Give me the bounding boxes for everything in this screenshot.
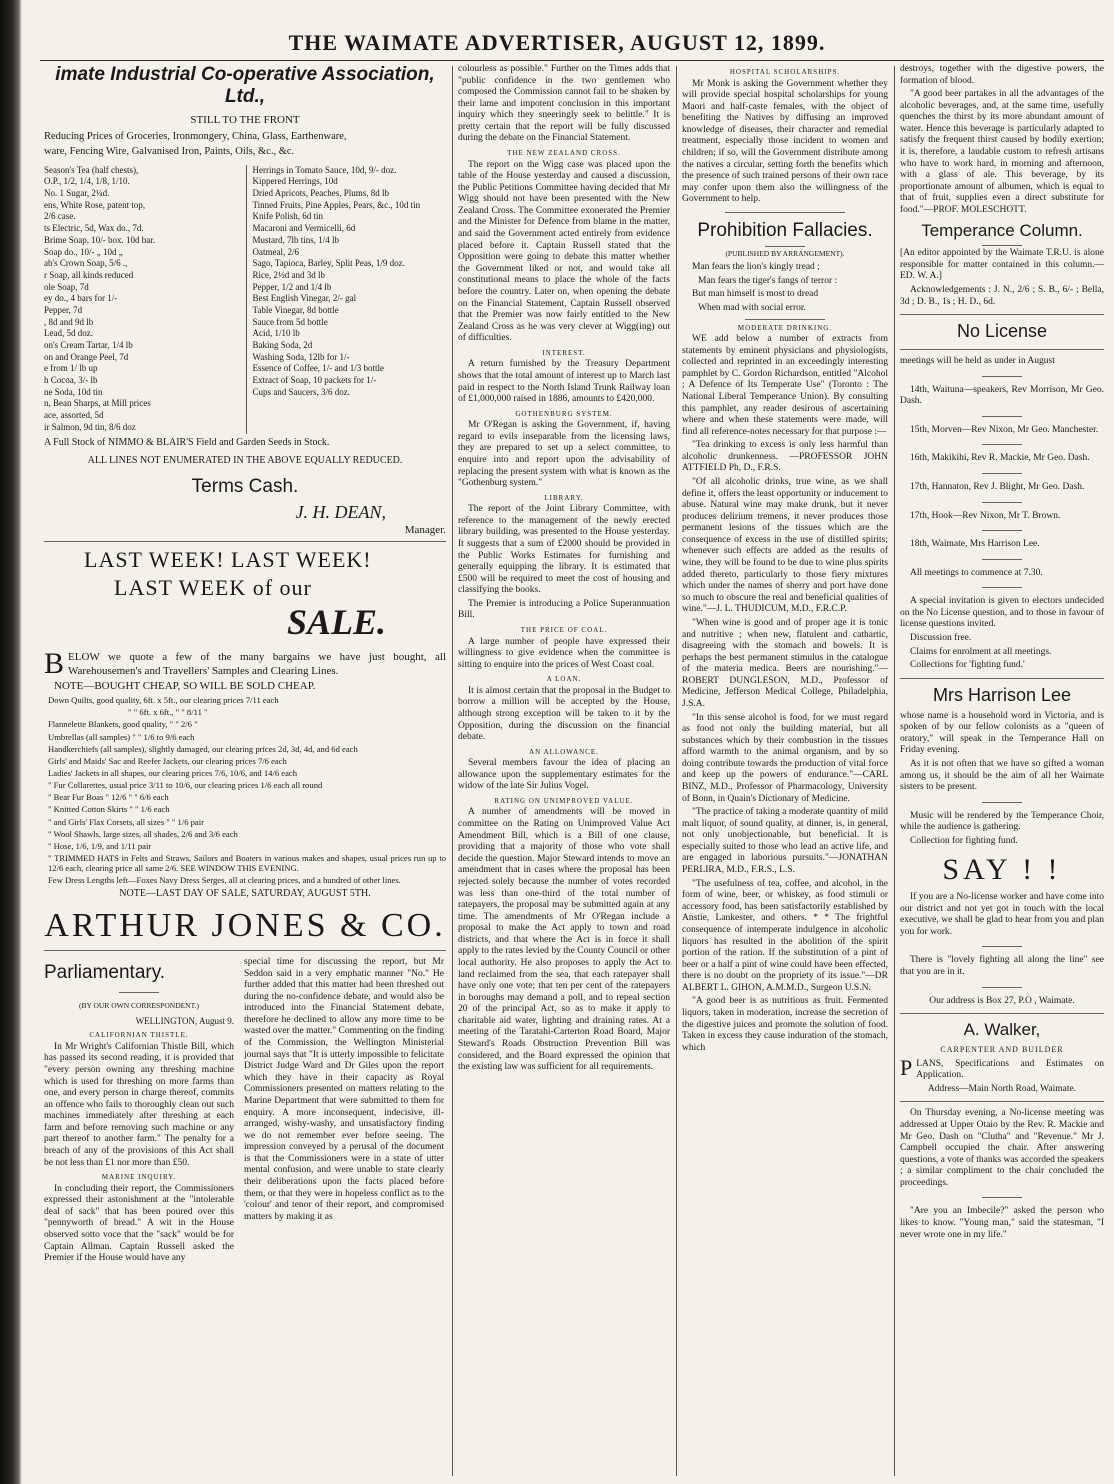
column-4 <box>682 64 888 1480</box>
coop-price-list <box>44 165 446 434</box>
acknowledgements: Acknowledgements : J. N., 2/6 ; S. B., 6/- ; Bella, 3d ; D. B., 1s ; H. D., 6d. <box>900 284 1104 307</box>
price-item: ole Soap, 7d <box>44 281 89 292</box>
price-item: Macaroni and Vermicelli, 6d <box>252 223 356 234</box>
quote: "The practice of taking a moderate quantity of mild malt liquor, of sound quality, at dinner, is, in general, not only unobjectionable, but beneficial. It is especially suited to those who lead an active life, and are engaged in laborious pursuits."—JONATHAN PERLIRA, M.D., F.R.S., L.S. <box>682 807 888 876</box>
sale-item: Girls' and Maids' Sac and Reefer Jackets, our clearing prices 7/6 each <box>48 755 287 766</box>
meetings-intro: meetings will be held as under in August <box>900 356 1055 367</box>
temperance-title: Temperance Column. <box>921 220 1083 240</box>
discussion-free: Discussion free. <box>910 633 972 644</box>
rule <box>982 1197 1022 1198</box>
price-item: Best English Vinegar, 2/- gal <box>252 293 357 304</box>
quote: "In this sense alcohol is food, for we must regard as food not only the building material, but all substances which by their combustion in the tissues afford warmth to the animal organism, and by so doing contribute towards the production of vital force and keep up the powers of endurance."—CARL BINZ, M.D., Professor of Pharmacology, University of Bonn, in Quain's Dictionary of Medicine. <box>682 712 888 804</box>
left-section <box>44 64 446 1484</box>
say-heading: SAY ! ! <box>942 852 1062 886</box>
rule <box>982 559 1022 560</box>
rule <box>982 502 1022 503</box>
quote: "Of all alcoholic drinks, true wine, as we shall define it, offers the least opportunity or inducement to abuse. Natural wine may make drunk, but it never produces delirium tremens, it never produces those permanent lesions of the tissues which are the consequence of excess in the use of distilled spirits; whenever such effects are added as the results of wine, they will be found to be due to wine plus spirits added thereto, particularly to those fiery mixtures which under the names of sherry and port have done so much to obscure the real and beneficial qualities of wine."—J. L. THUDICUM, M.D., F.R.C.P. <box>682 476 888 615</box>
price-item: h Cocoa, 3/- lb <box>44 375 98 386</box>
quote: "Tea drinking to excess is only less harmful than alcoholic drunkenness. —PROFESSOR JOHN ATTFIELD Ph, D., F.R.S. <box>682 440 888 474</box>
meeting-time: All meetings to commence at 7.30. <box>910 567 1043 578</box>
price-item: Table Vinegar, 8d bottle <box>252 304 339 315</box>
rule <box>982 946 1022 947</box>
coop-seeds: A Full Stock of NIMMO & BLAIR'S Field and Garden Seeds in Stock. <box>44 436 330 448</box>
quote-continued: destroys, together with the digestive powers, the formation of blood. <box>900 64 1104 86</box>
prohibition-body: WE add below a number of extracts from statements by eminent physicians and physiologists, collected and reprinted in an exceedingly interesting pamphlet by C. Gordon Richardson, entitled "Alcohol ; A Defence of Its Temperate Use" (Toronto : The National Liberal Temperance Union). By consulting this pamphlet, any reader desirous of ascertaining where and when these statements were made, will find all reference-notes necessary for that purpose :— <box>682 334 888 437</box>
parliamentary-continued: special time for discussing the report, but Mr Seddon said in a very emphatic manner "No." He further added that this matter had been threshed out during the no-confidence debate, and would also be introduced into the Financial Statement debate, therefore he declined to allow any more time to be wasted over the matter." Commenting on the finding of the Commission, the Wellington Ministerial journal says that "It is utterly impossible to felicitate District Judge Ward and Dr Giles upon the report which they have in their capacity as Royal Commissioners presented on matters relating to the Marine Department that were submitted to them for enquiry. A more inconsequent, indecisive, ill-arranged, wishy-washy, and unsatisfactory finding we do not remember ever before seeing. The impression conveyed by a perusal of the document is that the Commissioners were in a state of utter mental confusion, and were unable to state clearly their deliberations upon the facts placed before them, or that they were in hopeless conflict as to the 'colour' and tenor of their report, and compromised matters by making it as <box>244 957 444 1222</box>
rule <box>982 416 1022 417</box>
verse-line: Man fears the lion's kingly tread ; <box>692 262 820 273</box>
column-divider <box>676 66 677 1476</box>
enrolment-claims: Claims for enrolment at all meetings. <box>910 646 1052 657</box>
harrison-lee-title: Mrs Harrison Lee <box>932 684 1072 705</box>
column-divider <box>452 66 453 1476</box>
police-bill: The Premier is introducing a Police Superannuation Bill. <box>458 598 670 621</box>
moderate-heading: MODERATE DRINKING. <box>737 323 833 332</box>
price-item: Essence of Coffee, 1/- and 1/3 bottle <box>252 363 385 374</box>
sale-heading: SALE. <box>286 602 386 643</box>
sale-item: Down Quilts, good quality, 6ft. x 5ft., our clearing prices 7/11 each <box>48 695 279 706</box>
coop-title: imate Industrial Co-operative Association, Ltd., <box>55 64 435 107</box>
zealand-heading: THE NEW ZEALAND CROSS. <box>507 149 621 158</box>
rule <box>900 1013 1104 1014</box>
sale-item: Ladies' Jackets in all shapes, our clearing prices 7/6, 10/6, and 14/6 each <box>48 767 298 778</box>
price-item: ts Electric, 5d, Wax do., 7d. <box>44 223 144 234</box>
coal-body: A large number of people have expressed their willingness to give evidence when the committee is sitting to enquire into the prices of West Coast coal. <box>458 636 670 670</box>
coop-right-list <box>246 165 447 434</box>
interest-heading: INTEREST. <box>542 348 586 357</box>
price-item: ab's Crown Soap, 5/6 ., <box>44 258 128 269</box>
price-item: 2/6 case. <box>44 211 76 222</box>
rule <box>900 678 1104 679</box>
price-item: Knife Polish, 6d tin <box>252 211 324 222</box>
sale-intro: ELOW we quote a few of the many bargains we have just bought, all Warehousemen's and Travellers' Samples and Clearing Lines. <box>68 651 446 677</box>
meeting-item: 15th, Morven—Rev Nixon, Mr Geo. Manchester. <box>910 424 1099 435</box>
library-heading: LIBRARY. <box>544 493 584 502</box>
parliamentary-col-2 <box>244 957 444 1267</box>
rule <box>900 349 1104 350</box>
meeting-item: 18th, Waimate, Mrs Harrison Lee. <box>910 539 1040 550</box>
price-item: Extract of Soap, 10 packets for 1/- <box>252 375 377 386</box>
sale-item: " Hose, 1/6, 1/9, and 1/11 pair <box>48 840 152 851</box>
price-item: ir Salmon, 9d tin, 8/6 doz <box>44 421 136 432</box>
lovely-fighting: There is "lovely fighting all along the line" see that you are in it. <box>900 955 1104 977</box>
column-3 <box>458 64 670 1480</box>
price-item: Oatmeal, 2/6 <box>252 246 299 257</box>
price-item: e from 1/ lb up <box>44 363 98 374</box>
walker-trade: CARPENTER AND BUILDER <box>940 1044 1064 1054</box>
gothenburg-body: Mr O'Regan is asking the Government, if, having regard to evils inseparable from the licensing laws, they are prepared to set up a select committee, to enquire into and report upon the advisability of replacing the present system with what is known as the "Gothenburg system." <box>458 420 670 489</box>
marine-heading: MARINE INQUIRY. <box>101 1173 177 1182</box>
walker-address: Address—Main North Road, Waimate. <box>927 1083 1077 1094</box>
price-item: Season's Tea (half chests), <box>44 164 139 175</box>
verse <box>682 262 888 314</box>
price-item: Sago, Tapioca, Barley, Split Peas, 1/9 doz. <box>252 258 405 269</box>
music-note: Music will be rendered by the Temperance Choir, while the audience is gathering. <box>900 810 1104 833</box>
arthur-jones-firm: ARTHUR JONES & CO. <box>44 906 446 944</box>
sale-item: " Wool Shawls, large sizes, all shades, 2/6 and 3/6 each <box>48 828 238 839</box>
rule <box>900 1101 1104 1102</box>
sale-item: " " 6ft. x 6ft., " " 8/11 " <box>128 707 208 718</box>
walker-name: A. Walker, <box>963 1020 1041 1040</box>
quote: "When wine is good and of proper age it is tonic and nutritive ; when new, flatulent and cathartic, disagreeing with the stomach and bowels. It is perhaps the best permanent stimulus in the catalogue of the materia medica. Beers are nourishing."—ROBERT DUNGLESON, M.D., Professor of Medicine, Jefferson Medical College, Philadelphia, J.S.A. <box>682 617 888 709</box>
price-item: Acid, 1/10 lb <box>252 328 300 339</box>
plans-text: LANS, Specifications and Estimates on Application. <box>916 1058 1104 1081</box>
verse-line: When mad with social error. <box>698 302 806 313</box>
parliamentary-title: Parliamentary. <box>44 962 166 983</box>
thursday-meeting: On Thursday evening, a No-license meeting was addressed at Upper Otaio by the Rev. R. Mackie and Mr Geo. Dash on "Clutha" and "Revenue." Mr J. Campbell occupied the chair. After answering questions, a vote of thanks was accorded the speakers ; a similar compliment to the chair concluded the proceedings. <box>900 1108 1104 1188</box>
price-item: Mustard, 7lb tins, 1/4 lb <box>252 234 340 245</box>
sale-item: " and Girls' Flax Corsets, all sizes " " 1/6 pair <box>48 816 204 827</box>
quote: "A good beer partakes in all the advantages of the alcoholic beverages, and, at the same time, usefully quenches the thirst by its more abundant amount of water. Hence this beverage is particularly adapted to satisfy the frequent thirst caused by bodily exertion; it is, therefore, a laudable custom to refresh artisans who have to work hard, in morning and afternoon, with a glass of ale. This beverage, by its proportionate amount of albumen, which is equal to that of fruit, supplies even a direct substitute for food."—PROF. MOLESCHOTT. <box>900 89 1104 215</box>
parliamentary-section <box>44 957 446 1267</box>
price-item: Washing Soda, 12lb for 1/- <box>252 351 350 362</box>
price-item: Baking Soda, 2d <box>252 340 313 350</box>
rating-heading: RATING ON UNIMPROVED VALUE. <box>494 796 634 805</box>
coop-terms: Terms Cash. <box>191 475 299 497</box>
rule <box>119 992 159 993</box>
loan-heading: A LOAN. <box>546 675 582 684</box>
price-item: Dried Apricots, Peaches, Plums, 8d lb <box>252 188 389 199</box>
hospital-body: Mr Monk is asking the Government whether they will provide special hospital scholarships for young Maori and half-caste females, with the object of benefiting the Natives by diffusing an improved knowledge of diseases, their character and remedial treatment, especially those incident to women and children; if so, will the Government distribute among the natives a circular, setting forth the benefits which the presence of such trained persons of their own race may confer upon them also the willingness of the Government to help. <box>682 78 888 205</box>
quote: "The usefulness of tea, coffee, and alcohol, in the form of wine, beer, or whiskey, as food stimuli or accessory food, has been satisfactorily established by Anstie, Lankester, and others. * * The frightful consequence of intemperate indulgence in alcoholic liquors has resulted in the abolition of the spirit portion of the ration. If the substitution of a pint of beer or a half a pint of wine could have been effected, there is no doubt on the propriety of its issue."—DR ALBERT L. GIHON, A.M.M.D., Surgeon U.S.N. <box>682 878 888 993</box>
column-5 <box>900 64 1104 1480</box>
sale-dropcap: B <box>44 647 65 681</box>
sale-item: " Fur Collarettes, usual price 3/11 to 10/6, our clearing prices 1/6 each all round <box>48 780 323 791</box>
library-body: The report of the Joint Library Committee, with reference to the management of the newly erected library building, was presented to the House yesterday. It suggests that a sum of £2000 should be provided in the Public Works Estimates for furnishing and generally equipping the library. It is estimated that £500 will be required to meet the cost of housing and classifying the books. <box>458 504 670 596</box>
allowance-body: Several members favour the idea of placing an allowance upon the supplementary estimates for the widow of the late Sir Julius Vogel. <box>458 758 670 792</box>
parliamentary-col-1 <box>44 957 234 1267</box>
harrison-lee-aim: As it is not often that we have so gifted a woman among us, it should be the aim of all her Waimate sisters to be present. <box>900 759 1104 793</box>
rule <box>900 314 1104 315</box>
price-item: , 8d and 9d lb <box>44 316 94 327</box>
collections: Collections for 'fighting fund.' <box>910 660 1025 671</box>
meeting-item: 14th, Waituna—speakers, Rev Morrison, Mr Geo. Dash. <box>900 384 1104 407</box>
masthead-rule <box>40 60 1104 61</box>
rule <box>765 246 805 247</box>
arrangement-note: (PUBLISHED BY ARRANGEMENT). <box>725 249 845 259</box>
coop-reducing: Reducing Prices of Groceries, Ironmongery, China, Glass, Earthenware, <box>44 131 347 143</box>
price-item: Soap do., 10/- „ 10d „ <box>44 246 123 257</box>
zealand-body: The report on the Wigg case was placed upon the table of the House yesterday and caused a discussion, the Public Petitions Committee having decided that Mr Wigg should not have been presented with the New Zealand Cross. The Committee exonerated the Premier and the Minister for Defence from blame in the matter, and said the Government acted entirely from evidence placed before it. Captain Russell stated that the Opposition were going to debate this matter whether the Government liked or not, and would take all constitutional means to place the whole of the facts before the country. Later on, when opening the debate on the Financial Statement, Captain Russell observed that the Premier was now fairly entitled to the New Zealand Cross as he was very clever at Wigg(ing) out of difficulties. <box>458 159 670 344</box>
sale-last-day: NOTE—LAST DAY OF SALE, SATURDAY, AUGUST 5TH. <box>119 888 371 900</box>
coop-manager: Manager. <box>404 524 446 536</box>
sale-item: " Bear Fur Boas " 12/6 " " 6/6 each <box>48 792 169 803</box>
times-continued: colourless as possible." Further on the Times adds that "public confidence in the two gentlemen who composed the Commission cannot fail to be shaken by their lame and impotent conclusion in this important inquiry which they sneeringly seek to belittle." It is pretty certain that the report will be fully discussed during the debate on the Financial Statement. <box>458 64 670 144</box>
sale-item: Flannelette Blankets, good quality, " " 2/6 " <box>48 719 198 730</box>
meeting-item: 17th, Hannaton, Rev J. Blight, Mr Geo. Dash. <box>910 481 1085 492</box>
sale-item: " TRIMMED HATS in Felts and Straws, Sailors and Boaters in various makes and shapes, usual prices run up to 12/6 each, clearing price all same 2/6. SEE WINDOW THIS EVENING. <box>48 852 446 874</box>
section-rule <box>44 950 446 951</box>
loan-body: It is almost certain that the proposal in the Budget to borrow a million will be accepted by the House, although strong exception will be taken to it by the Opposition, during the discussion on the financial debate. <box>458 685 670 743</box>
price-item: n, Bean Sharps, at Mill prices <box>44 398 151 409</box>
section-rule <box>44 541 446 542</box>
rule <box>982 587 1022 588</box>
allowance-heading: AN ALLOWANCE. <box>529 747 599 756</box>
rule <box>725 212 845 213</box>
rule <box>982 530 1022 531</box>
coop-all-lines: ALL LINES NOT ENUMERATED IN THE ABOVE EQUALLY REDUCED. <box>87 454 403 466</box>
rule <box>982 987 1022 988</box>
no-license-title: No License <box>956 321 1048 342</box>
marine-body: In concluding their report, the Commissioners expressed their astonishment at the "intolerable deal of sack" that has been poured over this "pennyworth of bread." A wit in the House observed sotto voce that the "sack" would be for Captain Allman. Captain Russell asked the Premier if the House would have any <box>44 1183 234 1264</box>
sale-item: Umbrellas (all samples) " " 1/6 to 9/6 each <box>48 731 195 742</box>
rule <box>982 444 1022 445</box>
price-item: Kippered Herrings, 10d <box>252 176 338 187</box>
price-item: Herrings in Tomato Sauce, 10d, 9/- doz. <box>252 164 397 175</box>
meeting-item: 17th, Hook—Rev Nixon, Mr T. Brown. <box>910 510 1061 521</box>
price-item: on and Orange Peel, 7d <box>44 351 129 362</box>
price-item: ey do., 4 bars for 1/- <box>44 293 118 304</box>
quote: "A good beer is as nutritious as fruit. Fermented liquors, taken in moderation, increase the secretion of the digestive juices and promote the solution of food. Taken in excess they cause induration of the stomach, which <box>682 996 888 1053</box>
editor-note: [An editor appointed by the Waimate T.R.U. is alone responsible for matter contained in this column.—ED. W. A.] <box>900 248 1104 282</box>
price-item: Pepper, 1/2 and 1/4 lb <box>252 281 332 292</box>
plans-dropcap: P <box>900 1054 913 1080</box>
price-item: No. 1 Sugar, 2¼d. <box>44 188 110 199</box>
coal-heading: THE PRICE OF COAL. <box>520 625 608 634</box>
coop-still: STILL TO THE FRONT <box>190 113 300 126</box>
price-item: Rice, 2½d and 3d lb <box>252 269 325 280</box>
masthead: THE WAIMATE ADVERTISER, AUGUST 12, 1899. <box>288 30 826 55</box>
box-address: Our address is Box 27, P.O , Waimate. <box>929 995 1075 1006</box>
rule <box>982 245 1022 246</box>
thistle-heading: CALIFORNIAN THISTLE. <box>89 1031 189 1040</box>
coop-left-list <box>44 165 238 434</box>
harrison-lee-body: whose name is a household word in Victoria, and is spoken of by our fellow colonists as a "queen of oratory," will speak in the Temperance Hall on Friday evening. <box>900 710 1104 756</box>
rating-body: A number of amendments will be moved in committee on the Rating on Unimproved Value Act Amendment Bill, which is a Bill of one clause, providing that a majority of those who vote shall decide the question. Major Steward intends to move an amendment that in cases where the proposal has been rejected solely because the number of votes recorded was less than one-third of the total number of ratepayers, the proposal may be submitted again at any time. The amendments of Mr O'Regan include a proposal to make the Act apply to town and road districts, and that where the Act is in force it shall apply to the rates levied by the County Council or other local authority. He also proposes to apply the Act to land reclaimed from the sea, that each ratepayer shall have only one vote; that ten per cent of the ratepayers in boroughs may demand a poll, and to repeal section 20 of the principal Act, so as to make it apply to charitable aid water, lighting and draining rates. At a meeting of the Taratahi-Carterton Road Board, Major Steward's Roads Obstruction Prevention Bill was considered, and the Board expressed the opinion that the existing law was sufficient for all requirements. <box>458 807 670 1073</box>
verse-line: But man himself is most to dread <box>692 289 819 300</box>
prohibition-title: Prohibition Fallacies. <box>697 219 873 241</box>
binding-shadow <box>0 0 22 1484</box>
sale-item: Handkerchiefs (all samples), slightly damaged, our clearing prices 2d, 3d, 4d, and 6d each <box>48 743 358 754</box>
price-item: Pepper, 7d <box>44 304 83 315</box>
verse-line: Man fears the tiger's fangs of terror : <box>698 275 838 286</box>
price-item: O.P., 1/2, 1/4, 1/8, 1/10. <box>44 176 130 187</box>
price-item: ens, White Rose, patent top, <box>44 199 146 210</box>
sale-items <box>44 695 446 885</box>
coop-fencing: ware, Fencing Wire, Galvanised Iron, Paints, Oils, &c., &c. <box>44 145 295 157</box>
gothenburg-heading: GOTHENBURG SYSTEM. <box>515 409 613 418</box>
rule <box>982 802 1022 803</box>
sale-item: " Knitted Cotton Skirts " " 1/6 each <box>48 804 170 815</box>
hospital-heading: HOSPITAL SCHOLARSHIPS. <box>729 68 841 76</box>
fighting-fund: Collection for fighting fund. <box>910 835 1018 846</box>
price-item: Tinned Fruits, Pine Apples, Pears, &c., 10d tin <box>252 199 421 210</box>
rule <box>745 319 825 320</box>
rule <box>982 376 1022 377</box>
say-body: If you are a No-license worker and have come into our district and not yet got in touch with the local executive, we shall be glad to hear from you and plan you for work. <box>900 892 1104 937</box>
special-invitation: A special invitation is given to electors undecided on the No License question, and to those in favour of license questions invited. <box>900 596 1104 630</box>
price-item: Lead, 5d doz. <box>44 328 93 339</box>
meeting-item: 16th, Makikihi, Rev R. Mackie, Mr Geo. Dash. <box>910 453 1090 464</box>
price-item: Cups and Saucers, 3/6 doz. <box>252 386 350 397</box>
sale-note: NOTE—BOUGHT CHEAP, SO WILL BE SOLD CHEAP. <box>54 679 316 692</box>
price-item: on's Cream Tartar, 1/4 lb <box>44 340 133 350</box>
sale-item: Few Dress Lengths left—Foxes Navy Dress Serges, all at clearing prices, and a hundred of other lines. <box>48 875 401 886</box>
parliamentary-byline: (BY OUR OWN CORRESPONDENT.) <box>79 1001 199 1011</box>
price-item: r Soap, all kinds reduced <box>44 269 134 280</box>
rule <box>982 473 1022 474</box>
price-item: Brime Soap, 10/- box. 10d bar. <box>44 234 155 245</box>
price-item: Sauce from 5d bottle <box>252 316 328 327</box>
price-item: ace, assorted, 5d <box>44 410 104 421</box>
coop-signature: J. H. DEAN, <box>295 502 386 523</box>
imbecile-joke: "Are you an Imbecile?" asked the person who likes to know. "Young man," said the statesman, "I never wrote one in my life." <box>900 1206 1104 1240</box>
thistle-body: In Mr Wright's Californian Thistle Bill, which has passed its second reading, it is provided that "every person owning any threshing machine which is used for threshing on more farms than one, and every person in charge thereof, commits an offence who fails to thoroughly clean out such machines immediately after threshing at each farm and before removing such machine or any part thereof to another farm." The penalty for a breach of any of the provisions of this Act shall be not less than £1 nor more than £50. <box>44 1041 234 1168</box>
sale-last-week-2: LAST WEEK of our <box>114 574 312 600</box>
parliamentary-dateline: WELLINGTON, August 9. <box>135 1016 234 1027</box>
interest-body: A return furnished by the Treasury Department shows that the total amount of interest up to March last paid in respect to the North Island Trunk Railway loan of £1,000,000 raised in 1886, amounts to £420,000. <box>458 359 670 405</box>
sale-last-week-1: LAST WEEK! LAST WEEK! <box>84 547 372 573</box>
column-divider <box>894 66 895 1476</box>
price-item: ne Soda, 10d tin <box>44 386 103 397</box>
